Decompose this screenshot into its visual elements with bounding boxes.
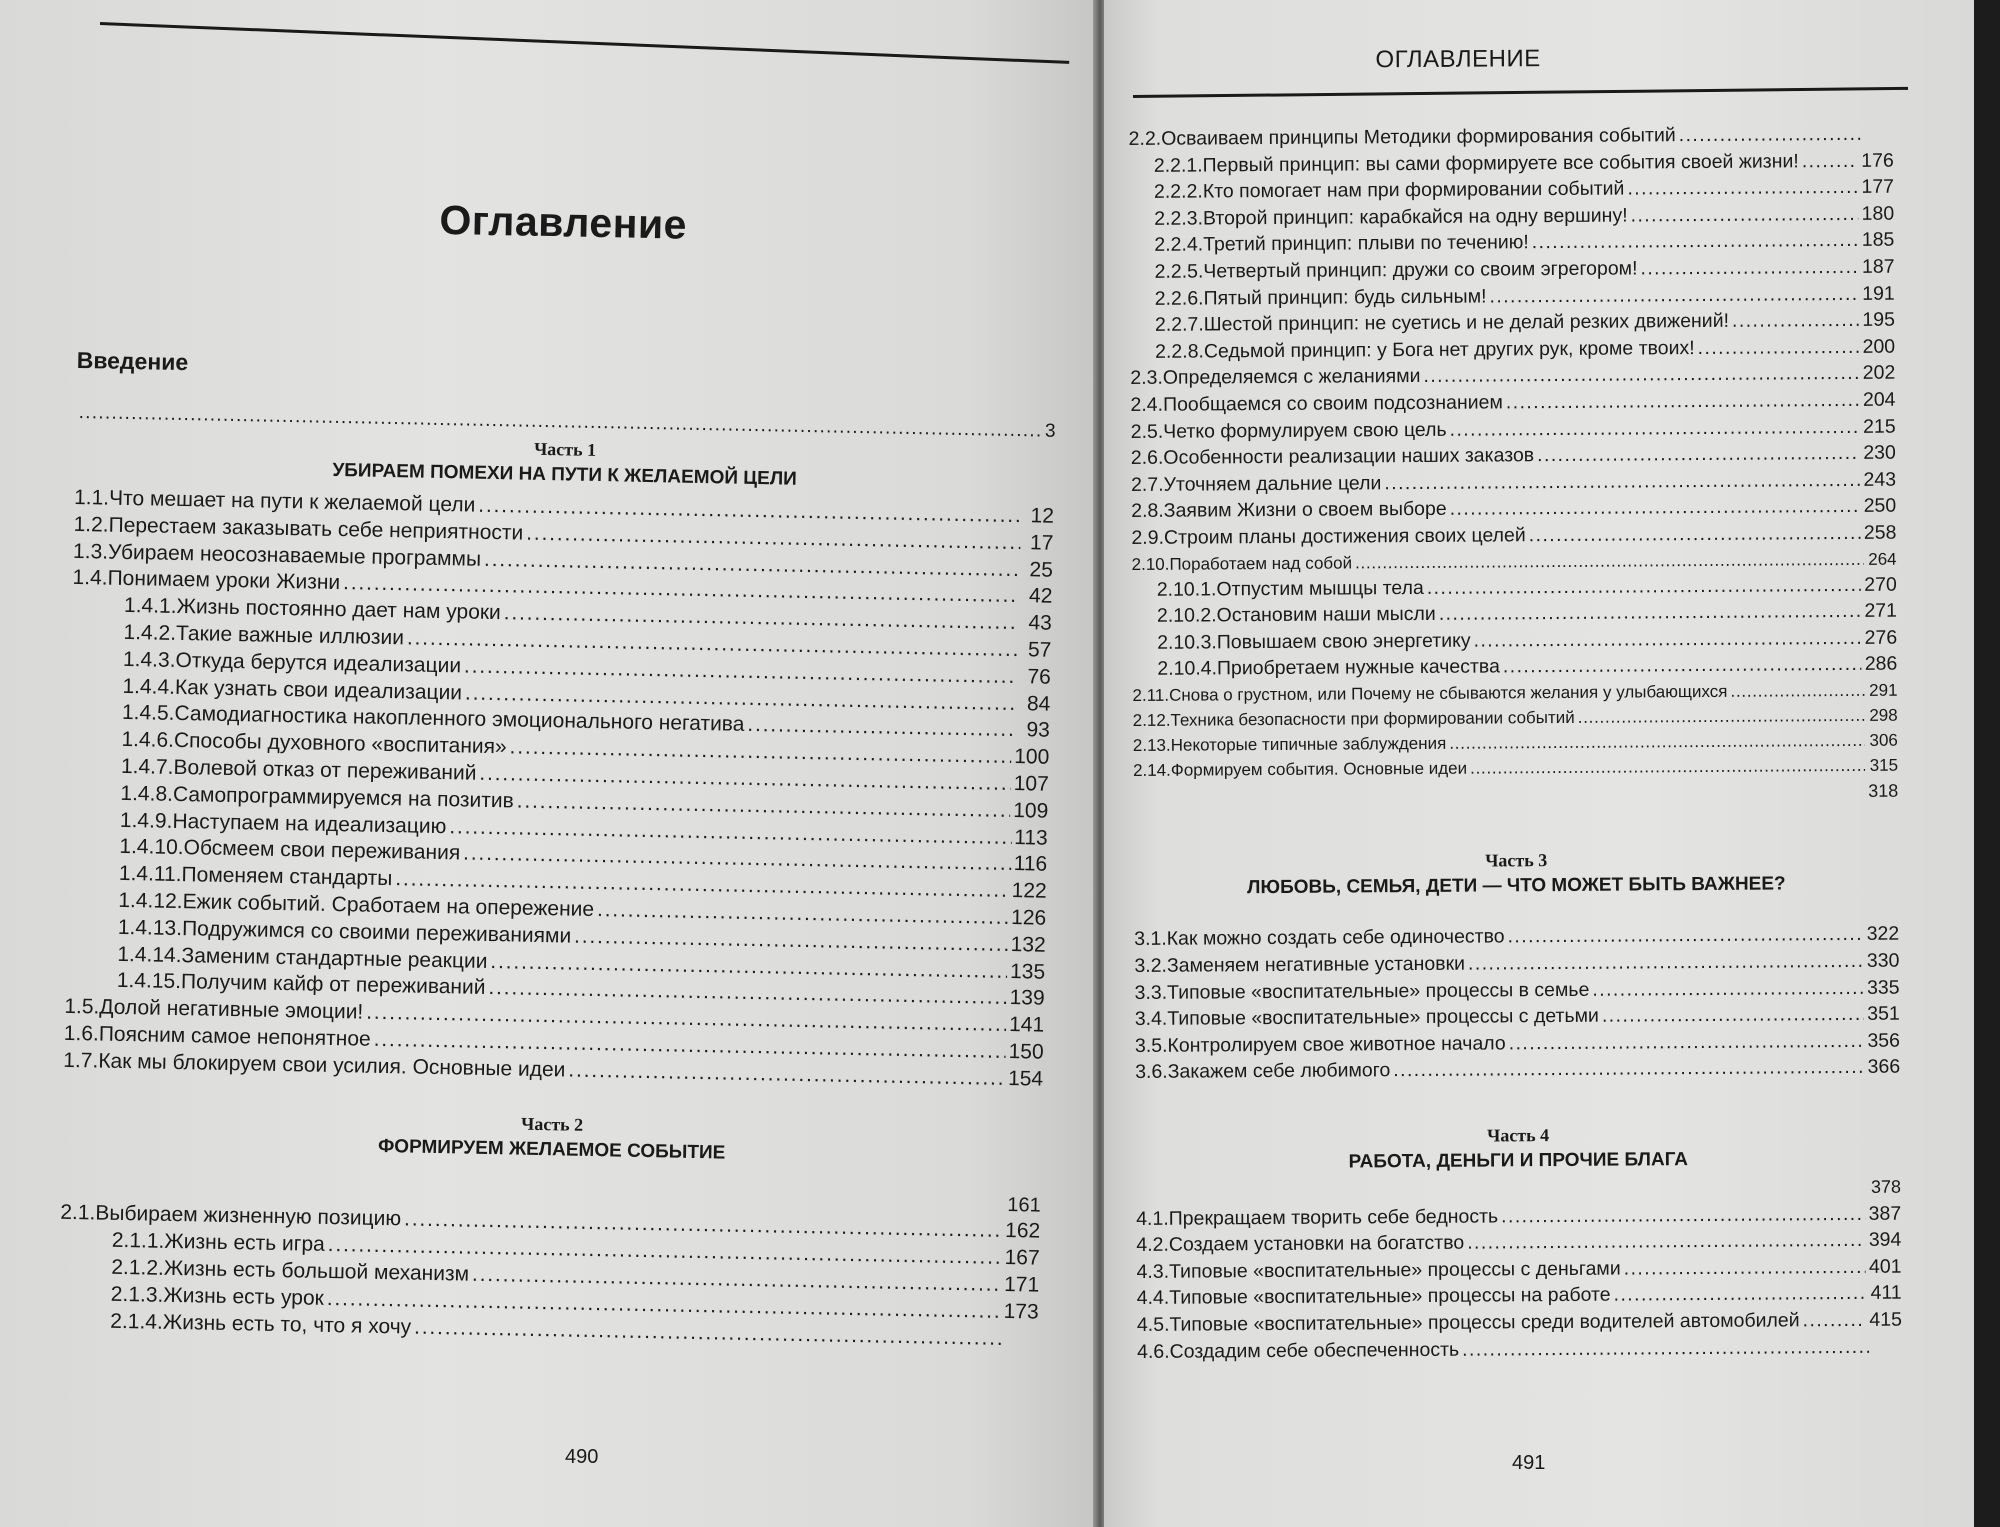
toc-page: 276 [1864, 626, 1898, 649]
toc-number: 1.4.1. [123, 594, 177, 619]
toc-number: 2.1.1. [111, 1228, 165, 1253]
toc-title: Некоторые типичные заблуждения [1170, 733, 1447, 755]
toc-page: 366 [1867, 1056, 1901, 1079]
toc-page: 139 [1009, 986, 1045, 1011]
toc-title: Создадим себе обеспеченность [1169, 1338, 1460, 1363]
toc-number: 2.2.4. [1154, 233, 1204, 257]
toc-title: Как узнать свои идеализации [174, 675, 463, 705]
toc-page: 171 [1003, 1272, 1040, 1297]
toc-title: Создаем установки на богатство [1168, 1231, 1465, 1256]
toc-page: 185 [1861, 229, 1895, 252]
toc-title: Поменяем стандарты [181, 863, 393, 891]
part1-label: Часть 1 [533, 438, 597, 460]
toc-number: 1.4.8. [120, 781, 174, 806]
toc-page: 378 [1870, 1176, 1902, 1197]
background-edge [1974, 0, 2000, 1527]
part2-list [58, 1200, 1040, 1353]
toc-number: 2.14. [1132, 760, 1171, 780]
toc-number: 2.11. [1132, 685, 1170, 705]
dot-leader [1489, 280, 1859, 309]
toc-title: Строим планы достижения своих целей [1163, 524, 1526, 549]
dot-leader [1468, 948, 1864, 977]
dot-leader [1423, 360, 1859, 390]
dot-leader [1529, 520, 1861, 549]
toc-page: 17 [1029, 531, 1054, 555]
toc-page: 177 [1861, 175, 1895, 199]
toc-title: Определяемся с желаниями [1162, 365, 1421, 390]
dot-leader [1627, 174, 1858, 202]
toc-title: Седьмой принцип: у Бога нет других рук, кроме твоих! [1203, 336, 1695, 363]
part3-list [1134, 921, 1900, 1086]
toc-title: Третий принцип: плыви по течению! [1203, 231, 1529, 256]
toc-number: 1.3. [72, 539, 109, 564]
toc-title: Наступаем на идеализацию [172, 809, 447, 838]
page-number: 490 [565, 1446, 599, 1468]
toc-number: 3.6. [1135, 1061, 1168, 1084]
toc-page: 204 [1862, 388, 1896, 411]
toc-number: 3.4. [1134, 1007, 1168, 1031]
toc-title: Типовые «воспитательные» процессы в семье [1167, 978, 1590, 1004]
dot-leader [1730, 678, 1864, 704]
toc-number: 1.4.6. [121, 728, 175, 753]
part4-title: РАБОТА, ДЕНЬГИ И ПРОЧИЕ БЛАГА [1348, 1149, 1689, 1173]
dot-leader [1803, 1307, 1867, 1334]
toc-page: 215 [1863, 415, 1896, 438]
toc-number: 4.5. [1136, 1313, 1170, 1336]
toc-number: 1.4.4. [122, 674, 176, 699]
toc-title: Отпустим мышцы тела [1216, 576, 1424, 600]
toc-title: Прекращаем творить себе бедность [1168, 1205, 1499, 1230]
toc-number: 2.2.7. [1154, 313, 1204, 336]
toc-page: 93 [1026, 718, 1051, 743]
dot-leader [1462, 1333, 1869, 1362]
toc-page: 401 [1868, 1255, 1902, 1278]
toc-page: 202 [1862, 361, 1896, 385]
toc-title: Волевой отказ от переживаний [173, 755, 477, 785]
toc-number: 2.2.3. [1154, 207, 1204, 230]
toc-title: Способы духовного «воспитания» [173, 729, 507, 759]
dot-leader [1473, 625, 1861, 654]
toc-number: 2.10.1. [1156, 577, 1217, 601]
dot-leader [1507, 921, 1863, 950]
toc-title: Типовые «воспитательные» процессы среди водителей автомобилей [1169, 1309, 1800, 1336]
dot-leader [1602, 1001, 1864, 1029]
dot-leader [1679, 121, 1861, 149]
header-rule [100, 22, 1069, 64]
toc-page: 258 [1863, 521, 1897, 544]
toc-number: 1.4.15. [116, 969, 182, 994]
toc-number: 4.3. [1136, 1260, 1170, 1283]
toc-title: Заменим стандартные реакции [181, 943, 488, 973]
toc-title: Такие важные иллюзии [175, 621, 405, 650]
toc-title: Снова о грустном, или Почему не сбываются желания у улыбающихся [1169, 681, 1728, 705]
part3-title: ЛЮБОВЬ, СЕМЬЯ, ДЕТИ — ЧТО МОЖЕТ БЫТЬ ВАЖНЕЕ? [1247, 873, 1786, 899]
part2-cont-list [1129, 121, 1899, 783]
toc-page: 356 [1867, 1029, 1901, 1052]
toc-page: 43 [1028, 611, 1053, 635]
toc-page: 330 [1866, 949, 1900, 972]
toc-page: 173 [1003, 1299, 1039, 1324]
toc-number: 2.2.2. [1153, 180, 1203, 204]
toc-number: 4.2. [1136, 1233, 1169, 1257]
toc-page: 315 [1869, 755, 1899, 775]
toc-number: 4.1. [1136, 1207, 1169, 1230]
toc-number: 2.12. [1132, 710, 1171, 730]
dot-leader [1384, 467, 1860, 497]
toc-title: Второй принцип: карабкайся на одну вершину! [1202, 204, 1628, 230]
toc-number: 2.2.5. [1154, 260, 1204, 283]
toc-page: 322 [1866, 923, 1900, 946]
dot-leader [1532, 227, 1859, 256]
toc-title: Поясним самое непонятное [98, 1022, 371, 1051]
dot-leader [1537, 440, 1860, 469]
part1-title: УБИРАЕМ ПОМЕХИ НА ПУТИ К ЖЕЛАЕМОЙ ЦЕЛИ [332, 459, 797, 490]
toc-number: 4.6. [1137, 1340, 1170, 1363]
dot-leader [1449, 728, 1865, 756]
toc-entry [1135, 1054, 1900, 1086]
toc-title: Жизнь есть то, что я хочу [162, 1310, 412, 1339]
dot-leader [1802, 147, 1859, 174]
toc-number: 2.5. [1130, 420, 1164, 443]
toc-page: 286 [1864, 652, 1898, 676]
toc-number: 2.6. [1130, 446, 1164, 470]
running-header: ОГЛАВЛЕНИЕ [1375, 45, 1541, 74]
toc-number: 1.1. [73, 485, 110, 510]
toc-title: Как мы блокируем свои усилия. Основные идеи [98, 1049, 566, 1082]
toc-page: 264 [1868, 549, 1897, 569]
toc-page: 335 [1866, 976, 1900, 999]
toc-page: 107 [1013, 772, 1049, 796]
toc-page: 167 [1004, 1246, 1040, 1270]
dot-leader [1439, 598, 1862, 628]
toc-number: 2.10.2. [1156, 604, 1217, 627]
toc-title: Типовые «воспитательные» процессы с детьми [1167, 1004, 1599, 1030]
toc-title: Ежик событий. Сработаем на опережение [182, 890, 595, 921]
toc-page: 415 [1869, 1308, 1902, 1331]
toc-number: 1.4.7. [120, 754, 174, 779]
toc-page: 411 [1870, 1282, 1902, 1305]
toc-number: 2.10.4. [1157, 657, 1218, 681]
toc-page: 126 [1010, 905, 1047, 930]
toc-page: 135 [1009, 959, 1046, 984]
toc-number: 2.7. [1130, 473, 1164, 496]
toc-title: Повышаем свою энергетику [1216, 629, 1471, 654]
toc-number: 2.1. [60, 1201, 96, 1225]
toc-title: Откуда берутся идеализации [175, 648, 462, 678]
toc-page: 122 [1011, 879, 1047, 903]
toc-title: Контролируем свое животное начало [1167, 1032, 1506, 1057]
dot-leader [1509, 1028, 1865, 1057]
page-number: 491 [1512, 1452, 1546, 1474]
toc-title: Заменяем негативные установки [1166, 952, 1466, 977]
toc-page: 25 [1029, 557, 1054, 582]
toc-number: 2.10. [1131, 554, 1170, 574]
dot-leader [1630, 201, 1858, 229]
toc-title: Убираем неосознаваемые программы [107, 540, 482, 571]
toc-number: 2.8. [1131, 500, 1164, 523]
toc-number: 2.4. [1130, 393, 1164, 416]
toc-number: 1.4.10. [119, 835, 184, 860]
toc-title: Понимаем уроки Жизни [107, 566, 341, 595]
dot-leader [1732, 307, 1860, 334]
toc-title: Остановим наши мысли [1216, 602, 1436, 627]
toc-number: 2.2. [1128, 127, 1162, 150]
toc-title: Что мешает на пути к желаемой цели [108, 486, 476, 517]
toc-page: 394 [1868, 1228, 1902, 1252]
part2-label: Часть 2 [520, 1113, 584, 1135]
toc-page: 154 [1007, 1066, 1044, 1091]
toc-number: 1.4.11. [118, 862, 182, 887]
dot-leader [1640, 254, 1859, 282]
toc-title: Приобретаем нужные качества [1216, 655, 1500, 680]
toc-title: Кто помогает нам при формировании событий [1202, 177, 1625, 203]
toc-page: 195 [1862, 308, 1895, 332]
toc-page: 116 [1013, 852, 1048, 877]
right-toc [1128, 43, 1902, 1365]
toc-page: 162 [1004, 1219, 1041, 1243]
toc-title: Жизнь есть большой механизм [163, 1256, 470, 1286]
toc-title: Выбираем жизненную позицию [95, 1201, 402, 1231]
dot-leader [1355, 546, 1864, 575]
toc-page: 187 [1861, 255, 1895, 278]
toc-title: Типовые «воспитательные» процессы с деньгами [1168, 1257, 1621, 1283]
dot-leader [1393, 1054, 1865, 1084]
toc-page: 318 [1868, 780, 1899, 801]
toc-page: 351 [1867, 1002, 1900, 1026]
toc-number: 2.1.4. [110, 1309, 164, 1334]
toc-page: 109 [1012, 798, 1049, 823]
toc-title: Долой негативные эмоции! [99, 995, 364, 1024]
toc-number: 2.2.8. [1155, 340, 1204, 363]
toc-title: Подружимся со своими переживаниями [181, 916, 572, 948]
dot-leader [1624, 1254, 1866, 1282]
toc-number: 3.2. [1134, 954, 1168, 978]
toc-page: 291 [1869, 680, 1898, 700]
dot-leader [1450, 493, 1861, 522]
dot-leader [1450, 413, 1861, 442]
toc-page: 42 [1028, 584, 1053, 609]
toc-entry [1137, 1333, 1902, 1365]
toc-title: Заявим Жизни о своем выборе [1163, 498, 1447, 523]
toc-page: 271 [1864, 599, 1898, 622]
toc-number: 1.6. [63, 1021, 100, 1046]
toc-page: 250 [1863, 494, 1897, 518]
part2-last-page-row [1133, 778, 1898, 810]
toc-number: 3.5. [1134, 1034, 1168, 1057]
toc-title: Как можно создать себе одиночество [1166, 925, 1505, 951]
toc-title: Осваиваем принципы Методики формирования событий [1161, 124, 1676, 150]
toc-number: 1.4.9. [119, 808, 173, 833]
dot-leader [1614, 1280, 1868, 1308]
toc-page: 76 [1027, 665, 1052, 689]
toc-page: 243 [1863, 468, 1897, 491]
toc-title: Первый принцип: вы сами формируете все события своей жизни! [1202, 149, 1799, 177]
toc-number: 1.5. [64, 994, 100, 1019]
intro-label: Введение [76, 346, 189, 376]
left-toc [58, 190, 1060, 1353]
toc-number: 2.10.3. [1157, 631, 1217, 654]
toc-page: 12 [1030, 504, 1055, 528]
dot-leader [1698, 334, 1860, 362]
toc-page: 100 [1014, 745, 1050, 769]
toc-page: 57 [1027, 638, 1052, 662]
toc-title: Самопрограммируемся на позитив [172, 782, 514, 813]
toc-title: Формируем события. Основные идеи [1170, 758, 1468, 780]
toc-number: 4.4. [1136, 1287, 1170, 1310]
toc-title: Жизнь постоянно дает нам уроки [176, 595, 502, 625]
intro-page: 3 [1044, 420, 1056, 442]
toc-title: Поработаем над собой [1169, 552, 1353, 574]
toc-number: 1.4.3. [122, 647, 176, 672]
part4-list [1136, 1200, 1902, 1365]
toc-page: 191 [1862, 282, 1895, 305]
toc-title: Пообщаемся со своим подсознанием [1162, 391, 1503, 416]
dot-leader [1501, 1201, 1866, 1230]
toc-number: 2.1.2. [111, 1255, 165, 1280]
part1-list [63, 485, 1054, 1093]
toc-page: 298 [1869, 705, 1898, 725]
toc-page: 161 [1007, 1193, 1041, 1217]
toc-title: Обсмеем свои переживания [183, 836, 461, 865]
page-title: Оглавление [439, 196, 688, 248]
part3-label: Часть 3 [1485, 850, 1548, 871]
toc-number: 2.13. [1132, 735, 1171, 755]
toc-page: 180 [1861, 202, 1895, 225]
toc-page: 113 [1014, 825, 1048, 850]
toc-number: 1.4.5. [121, 701, 175, 726]
part4-label: Часть 4 [1487, 1125, 1550, 1146]
toc-page: 84 [1026, 691, 1051, 716]
toc-title: Типовые «воспитательные» процессы на работе [1169, 1284, 1611, 1310]
toc-number: 1.4.12. [118, 888, 183, 914]
toc-number: 1.4.2. [123, 620, 177, 645]
toc-title: Четвертый принцип: дружи со своим эгрегором! [1203, 257, 1638, 283]
dot-leader [1578, 703, 1865, 730]
toc-title: Четко формулируем свою цель [1163, 418, 1447, 443]
toc-number: 2.3. [1130, 367, 1163, 390]
toc-title: Шестой принцип: не суетись и не делай резких движений! [1203, 309, 1730, 336]
toc-number: 1.2. [73, 512, 109, 537]
dot-leader [1503, 651, 1862, 680]
toc-page: 141 [1008, 1013, 1045, 1037]
toc-title: Перестаем заказывать себе неприятности [108, 513, 524, 545]
dot-leader [1506, 387, 1860, 416]
toc-title: Особенности реализации наших заказов [1163, 444, 1535, 469]
toc-title: Техника безопасности при формировании событий [1170, 707, 1575, 730]
toc-page: 132 [1010, 932, 1046, 957]
toc-number: 2.2.6. [1154, 287, 1204, 310]
part2-title: ФОРМИРУЕМ ЖЕЛАЕМОЕ СОБЫТИЕ [377, 1135, 726, 1164]
toc-title: Жизнь есть игра [164, 1229, 326, 1257]
toc-number: 3.3. [1134, 981, 1168, 1004]
toc-number: 1.4.13. [117, 915, 183, 940]
toc-title: Пятый принцип: будь сильным! [1203, 285, 1487, 310]
toc-page: 306 [1869, 730, 1898, 750]
toc-page: 270 [1864, 573, 1897, 596]
toc-number: 2.2.1. [1153, 154, 1203, 177]
toc-title: Закажем себе любимого [1167, 1059, 1391, 1084]
toc-page [1008, 1345, 1038, 1346]
toc-page: 200 [1862, 335, 1896, 358]
dot-leader [1470, 753, 1865, 781]
toc-number: 1.4. [72, 566, 108, 590]
toc-entry [1133, 753, 1898, 783]
toc-number: 2.9. [1131, 526, 1165, 549]
toc-number: 3.1. [1134, 928, 1167, 951]
dot-leader [1427, 571, 1862, 601]
dot-leader [1592, 975, 1864, 1003]
toc-title: Получим кайф от переживаний [180, 970, 486, 1000]
toc-page: 387 [1868, 1202, 1902, 1225]
toc-number: 2.1.3. [110, 1282, 164, 1307]
toc-title: Самодиагностика накопленного эмоционального негатива [174, 702, 745, 737]
toc-number: 1.4.14. [117, 942, 182, 967]
toc-page: 176 [1861, 149, 1894, 172]
toc-page: 150 [1008, 1039, 1044, 1064]
toc-number: 1.7. [63, 1048, 99, 1073]
dot-leader [1467, 1227, 1866, 1256]
toc-title: Жизнь есть урок [163, 1283, 325, 1310]
toc-page: 230 [1863, 441, 1896, 465]
toc-title: Уточняем дальние цели [1163, 471, 1382, 496]
